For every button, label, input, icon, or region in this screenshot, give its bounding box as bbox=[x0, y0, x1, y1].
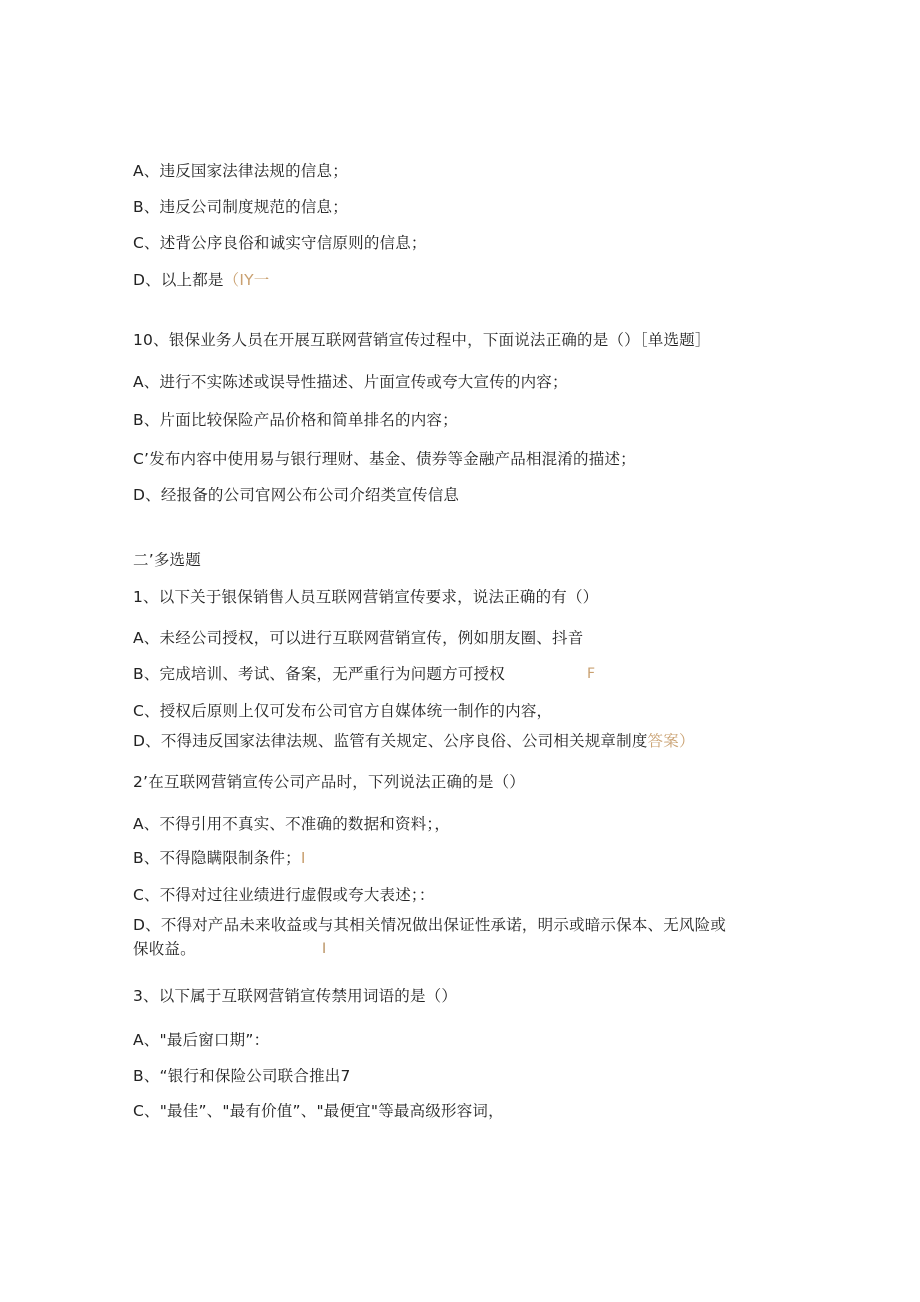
q9-option-d bbox=[133, 269, 269, 291]
m2-option-a: A、不得引用不真实、不准确的数据和资料；， bbox=[133, 815, 451, 833]
q9-option-a: A、违反国家法律法规的信息； bbox=[133, 162, 348, 180]
q9-option-c: C、述背公序良俗和诚实守信原则的信息； bbox=[133, 234, 427, 252]
m3-option-c: C、"最佳”、"最有价值”、"最便宜"等最高级形容词， bbox=[133, 1102, 504, 1120]
q9-option-d-text: D、以上都是 bbox=[133, 271, 224, 289]
q10-option-c: C’发布内容中使用易与银行理财、基金、债券等金融产品相混淆的描述； bbox=[133, 450, 636, 468]
m2-option-b-text: B、不得隐瞒限制条件； bbox=[133, 849, 301, 867]
m1-option-b: B、完成培训、考试、备案，无严重行为问题方可授权 bbox=[133, 665, 505, 683]
m2-question: 2’在互联网营销宣传公司产品时，下列说法正确的是（） bbox=[133, 773, 525, 791]
m3-option-a: A、"最后窗口期”： bbox=[133, 1031, 270, 1049]
m1-question: 1、以下关于银保销售人员互联网营销宣传要求，说法正确的有（） bbox=[133, 588, 599, 606]
m2-option-b bbox=[133, 847, 306, 869]
m1-mark-d: 答案） bbox=[647, 732, 695, 750]
m2-option-d-continued: 保收益。 bbox=[133, 940, 196, 958]
m1-option-a: A、未经公司授权，可以进行互联网营销宣传，例如朋友圈、抖音 bbox=[133, 629, 584, 647]
m1-option-c: C、授权后原则上仅可发布公司官方自媒体统一制作的内容， bbox=[133, 702, 553, 720]
m2-option-c: C、不得对过往业绩进行虚假或夸大表述；： bbox=[133, 886, 435, 904]
q10-option-b: B、片面比较保险产品价格和简单排名的内容； bbox=[133, 411, 458, 429]
q10-question: 10、银保业务人员在开展互联网营销宣传过程中，下面说法正确的是（）［单选题］ bbox=[133, 331, 711, 349]
q10-option-d: D、经报备的公司官网公布公司介绍类宣传信息 bbox=[133, 486, 460, 504]
m1-mark-b: F bbox=[587, 666, 596, 682]
m2-mark-d: I bbox=[322, 941, 327, 957]
section-title-multiple-choice: 二’多选题 bbox=[133, 551, 201, 569]
q9-option-b: B、违反公司制度规范的信息； bbox=[133, 198, 348, 216]
m3-option-b: B、“银行和保险公司联合推出7 bbox=[133, 1067, 351, 1085]
m3-question: 3、以下属于互联网营销宣传禁用词语的是（） bbox=[133, 987, 458, 1005]
q9-answer-mark: （IY一 bbox=[223, 271, 270, 289]
m1-option-d-text: D、不得违反国家法律法规、监管有关规定、公序良俗、公司相关规章制度 bbox=[133, 732, 648, 750]
m1-option-d bbox=[133, 730, 695, 752]
q10-option-a: A、进行不实陈述或误导性描述、片面宣传或夸大宣传的内容； bbox=[133, 373, 568, 391]
m2-option-d: D、不得对产品未来收益或与其相关情况做出保证性承诺，明示或暗示保本、无风险或 bbox=[133, 916, 727, 934]
m2-mark-b: I bbox=[300, 849, 306, 867]
